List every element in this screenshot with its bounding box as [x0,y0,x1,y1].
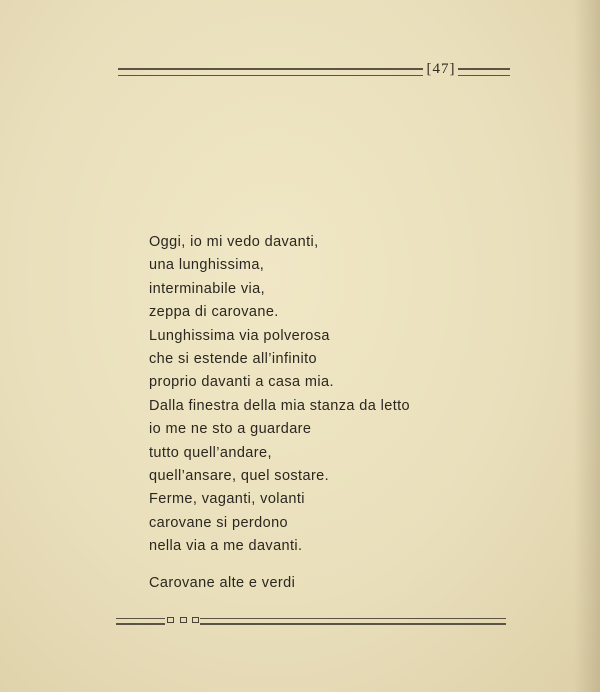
header-rule-right [458,68,510,76]
poem-line: io me ne sto a guardare [149,421,312,438]
poem-line: Oggi, io mi vedo davanti, [149,234,319,250]
poem-line: nella via a me davanti. [149,538,303,555]
poem-line: zeppa di carovane. [149,304,279,321]
poem-line: proprio davanti a casa mia. [149,374,334,391]
poem-line: tutto quell’andare, [149,444,272,461]
next-stanza-line: Carovane alte e verdi [149,575,296,591]
page-number: [47] [426,61,456,77]
ornament-square-icon [167,617,174,623]
poem-line: una lunghissima, [149,257,265,274]
poem-stanza [149,231,479,559]
footer-rule-left [116,618,165,625]
poem-line: quell’ansare, quel sostare. [149,468,330,485]
poem-line: carovane si perdono [149,514,288,531]
footer-rule-right [200,618,506,625]
poem-line: Ferme, vaganti, volanti [149,491,305,508]
ornament-square-icon [192,617,199,623]
poem-line: Lunghissima via polverosa [149,327,330,344]
header-rule-left [118,68,423,76]
footer-ornament [167,615,199,625]
ornament-square-icon [180,617,187,623]
poem-line: Dalla finestra della mia stanza da letto [149,397,411,414]
poem-line: che si estende all’infinito [149,351,317,368]
poem-line: interminabile via, [149,280,265,297]
